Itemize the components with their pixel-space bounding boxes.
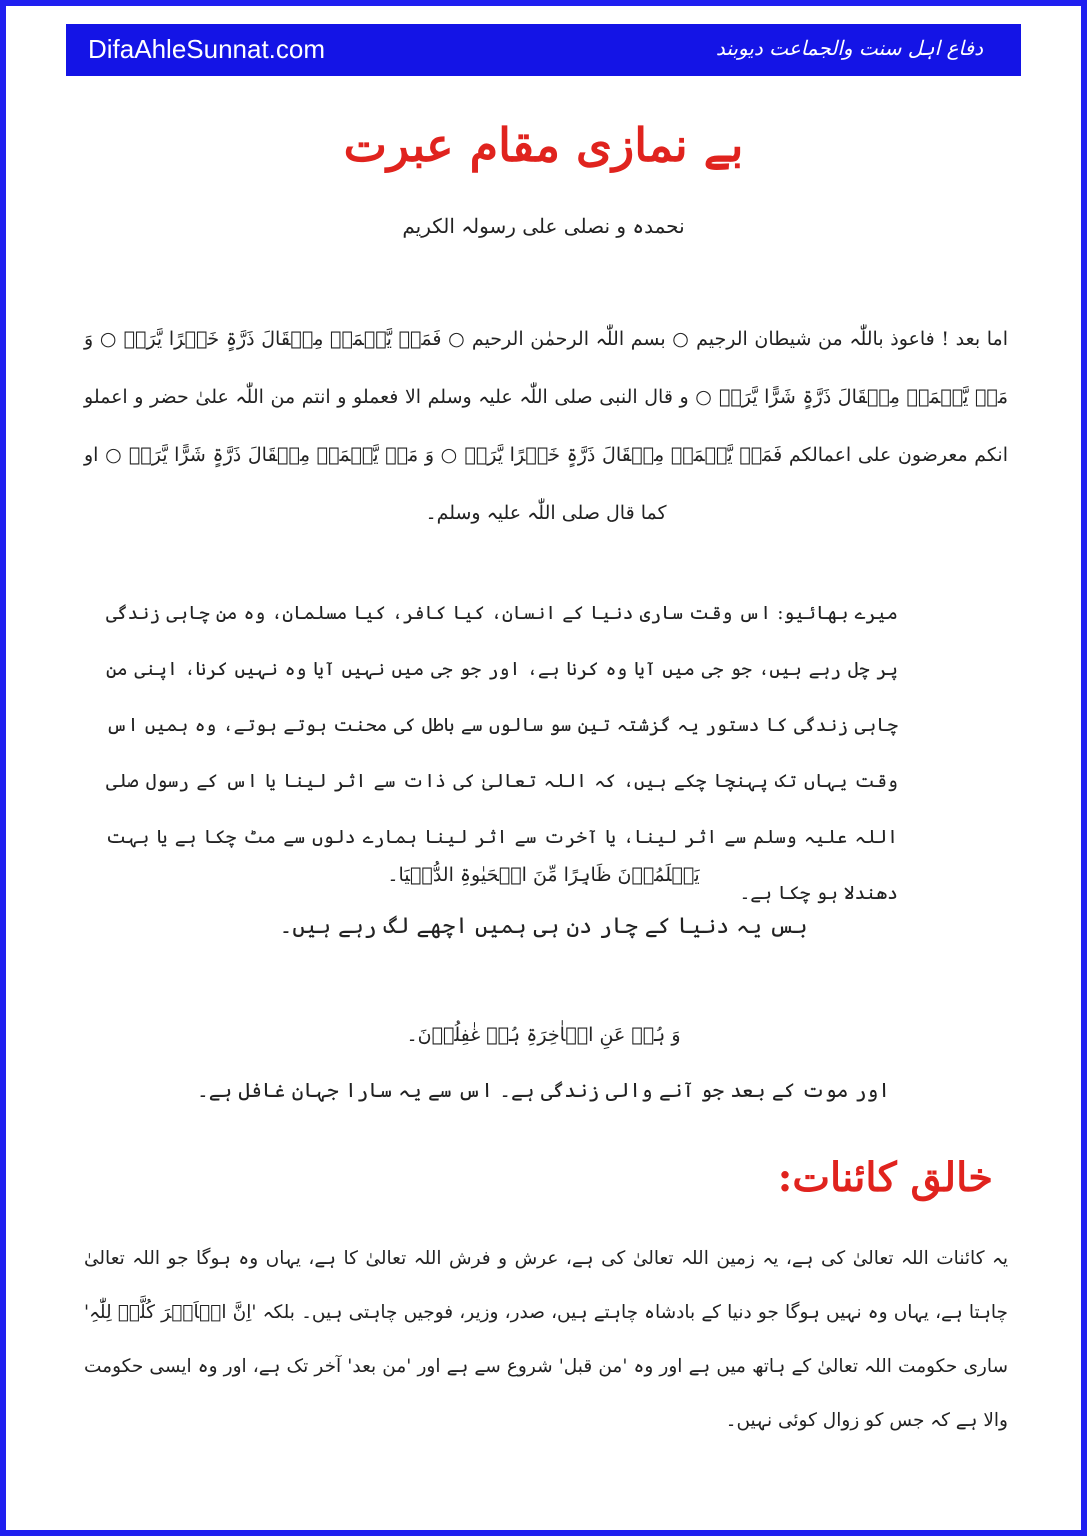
verse-2-translation: اور موت کے بعد جو آنے والی زندگی ہے۔ اس سے یہ سارا جہان غافل ہے۔	[196, 1078, 891, 1102]
body-paragraph-1: میرے بھائیو: اس وقت ساری دنیا کے انسان، کیا کافر، کیا مسلمان، وہ من چاہی زندگی پر چل رہے ہیں، جو جی میں آیا وہ کرنا ہے، اور جو جی میں نہیں آیا وہ نہیں کرنا، اپنی من چاہی زندگی کا دستور یہ گزشتہ تین سو سالوں سے باطل کی محنت ہوتے ہوتے، وہ ہمیں اس وقت یہاں تک پہنچا چکے ہیں، کہ اللہ تعالیٰ کی ذات سے اثر لینا یا اس کے رسول صلی اللہ علیہ وسلم سے اثر لینا، یا آخرت سے اثر لینا ہمارے دلوں سے مٹ چکا ہے یا بہت دھندلا ہو چکا ہے۔	[106, 603, 898, 904]
verse-1-translation: بس یہ دنیا کے چار دن ہی ہمیں اچھے لگ رہے ہیں۔	[279, 914, 808, 939]
header-banner	[66, 24, 1021, 76]
site-name[interactable]: DifaAhleSunnat.com	[88, 34, 326, 64]
org-name: دفاع اہل سنت والجماعت دیوبند	[715, 36, 983, 60]
subtitle: نحمدہ و نصلی علی رسولہ الکریم	[402, 214, 685, 238]
body-paragraph-2: یہ کائنات اللہ تعالیٰ کی ہے، یہ زمین اللہ تعالیٰ کی ہے، عرش و فرش اللہ تعالیٰ کا ہے، یہاں وہ ہوگا جو اللہ تعالیٰ چاہتا ہے، یہاں وہ نہیں ہوگا جو دنیا کے بادشاہ چاہتے ہیں، صدر، وزیر، فوجیں چاہتی ہیں۔ بلکہ 'اِنَّ الۡاَمۡرَ کُلَّہٗ لِلّٰہِ' ساری حکومت اللہ تعالیٰ کے ہاتھ میں ہے اور وہ 'من قبل' شروع سے ہے اور 'من بعد' آخر تک ہے، اور وہ ایسی حکومت والا ہے کہ جس کو زوال کوئی نہیں۔	[84, 1248, 1008, 1431]
verse-1: یَعۡلَمُوۡنَ ظَاہِرًا مِّنَ الۡحَیٰوۃِ الدُّنۡیَا۔	[387, 864, 700, 886]
page-title: بے نمازی مقام عبرت	[343, 118, 744, 172]
verse-2: وَ ہُمۡ عَنِ الۡاٰخِرَۃِ ہُمۡ غٰفِلُوۡنَ۔	[406, 1024, 681, 1046]
intro-paragraph: اما بعد ! فاعوذ باللّٰہ من شیطان الرجیم ○ بسم اللّٰہ الرحمٰن الرحیم ○ فَمَنۡ یَّعۡمَلۡ مِثۡقَالَ ذَرَّۃٍ خَیۡرًا یَّرَہٗ ○ وَ مَنۡ یَّعۡمَلۡ مِثۡقَالَ ذَرَّۃٍ شَرًّا یَّرَہٗ ○ و قال النبی صلی اللّٰہ علیہ وسلم الا فعملو و انتم من اللّٰہ علیٰ حضر و اعملو انکم معرضون علی اعمالکم فَمَنۡ یَّعۡمَلۡ مِثۡقَالَ ذَرَّۃٍ خَیۡرًا یَّرَہٗ ○ وَ مَنۡ یَّعۡمَلۡ مِثۡقَالَ ذَرَّۃٍ شَرًّا یَّرَہٗ ○ او کما قال صلی اللّٰہ علیہ وسلم۔	[84, 328, 1008, 524]
section-heading: خالق کائنات:	[777, 1154, 993, 1201]
